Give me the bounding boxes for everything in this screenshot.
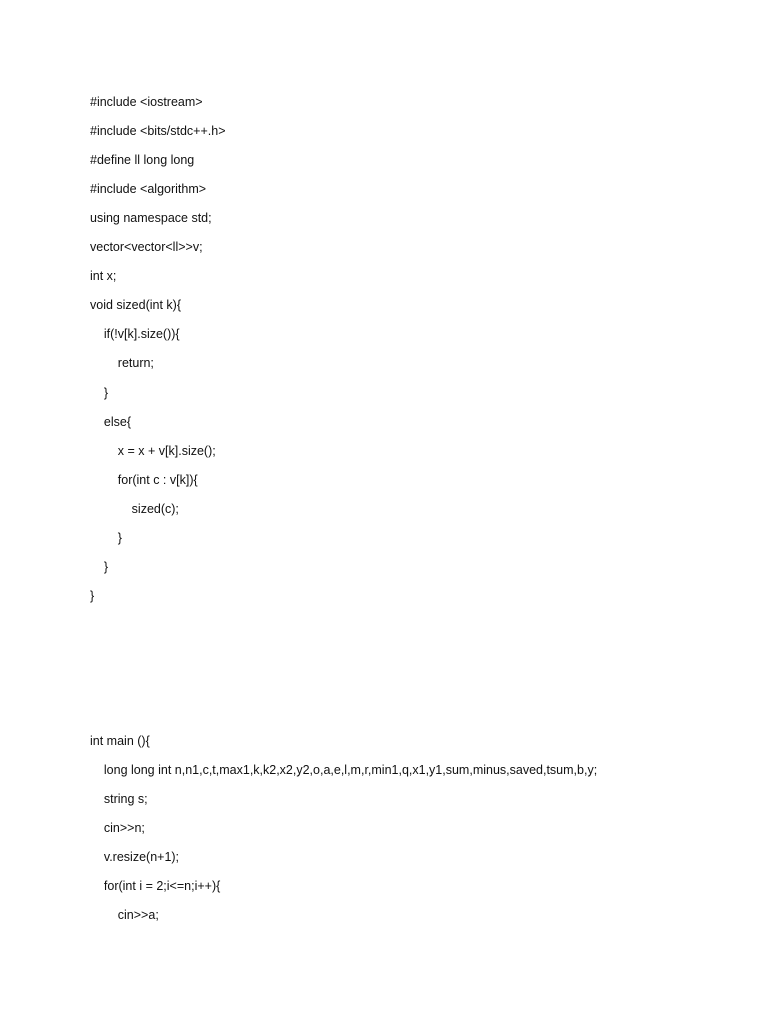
code-line: return; [90, 356, 154, 370]
code-line: cin>>n; [90, 821, 145, 835]
code-line: else{ [90, 415, 131, 429]
code-line: int main (){ [90, 734, 150, 748]
code-line: for(int c : v[k]){ [90, 473, 198, 487]
code-line: vector<vector<ll>>v; [90, 240, 203, 254]
code-line: #include <algorithm> [90, 182, 207, 196]
code-line: long long int n,n1,c,t,max1,k,k2,x2,y2,o,a,e,l,m,r,min1,q,x1,y1,sum,minus,saved,tsum,b,y; [90, 763, 598, 777]
code-line: if(!v[k].size()){ [90, 327, 180, 341]
code-line: } [90, 560, 109, 574]
code-line: string s; [90, 792, 148, 806]
code-line: sized(c); [90, 502, 179, 516]
code-line: using namespace std; [90, 211, 212, 225]
code-line: v.resize(n+1); [90, 850, 180, 864]
code-line: #include <bits/stdc++.h> [90, 124, 226, 138]
code-line: for(int i = 2;i<=n;i++){ [90, 879, 221, 893]
code-line: x = x + v[k].size(); [90, 444, 216, 458]
code-line: #include <iostream> [90, 95, 203, 109]
code-line: #define ll long long [90, 153, 195, 167]
code-line: } [90, 531, 122, 545]
code-line: int x; [90, 269, 117, 283]
code-line: } [90, 589, 95, 603]
code-line: } [90, 386, 109, 400]
code-line: void sized(int k){ [90, 298, 182, 312]
code-line: cin>>a; [90, 908, 159, 922]
